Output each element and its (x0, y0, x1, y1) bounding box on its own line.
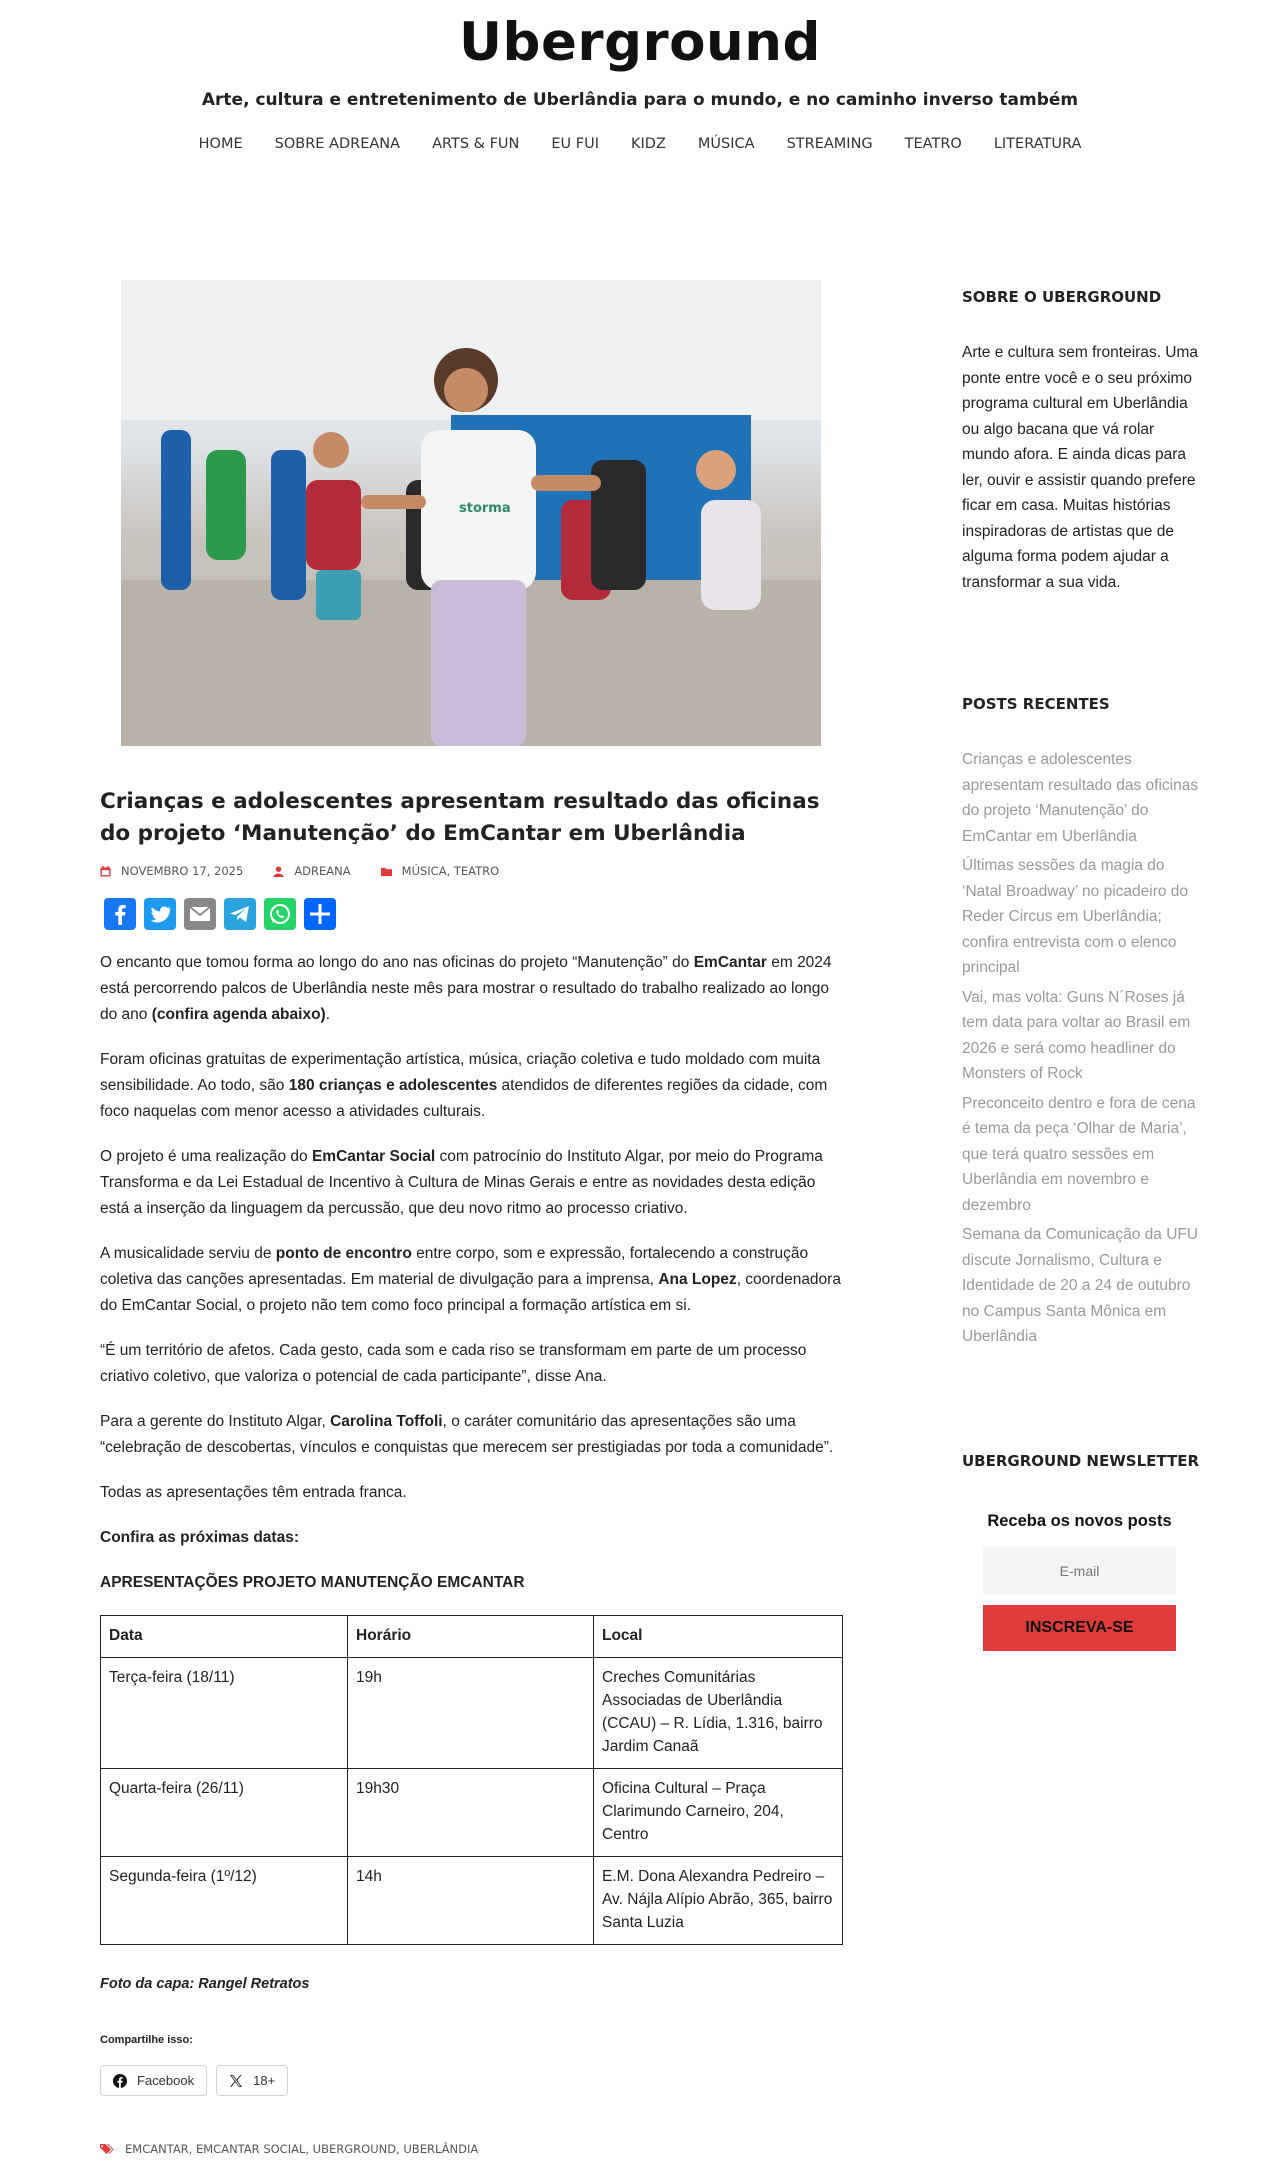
nav-teatro[interactable]: TEATRO (904, 136, 962, 152)
table-header-row (101, 1616, 843, 1658)
schedule-table (100, 1615, 843, 1945)
nav-streaming[interactable]: STREAMING (786, 136, 873, 152)
nav-arts-fun[interactable]: ARTS & FUN (432, 136, 520, 152)
nav-home[interactable]: HOME (198, 136, 243, 152)
table-row (101, 1658, 843, 1769)
x-button[interactable] (216, 2065, 288, 2096)
post-date-link[interactable]: NOVEMBRO 17, 2025 (121, 864, 244, 878)
table-cell: Oficina Cultural – Praça Clarimundo Carneiro, 204, Centro (594, 1769, 843, 1857)
post-categories-link[interactable]: MÚSICA, TEATRO (401, 864, 500, 878)
telegram-share-button[interactable] (224, 898, 256, 930)
schedule-heading: APRESENTAÇÕES PROJETO MANUTENÇÃO EMCANTAR (100, 1574, 525, 1591)
social-share-row (100, 2065, 845, 2096)
site-header (0, 0, 1280, 190)
table-row (101, 1769, 843, 1857)
post-body (100, 950, 845, 2162)
table-header: Data (101, 1616, 348, 1658)
nav-sobre-adreana[interactable]: SOBRE ADREANA (274, 136, 401, 152)
table-row (101, 1857, 843, 1945)
share-label: Compartilhe isso: (100, 2034, 193, 2046)
sidebar (962, 288, 1202, 1651)
share-bar (104, 898, 845, 930)
paragraph-6: Para a gerente do Instituto Algar, Carolina Toffoli, o caráter comunitário das apresentações são uma “celebração de descobertas, vínculos e conquistas que merecem ser prestigiadas por toda a comunidade”. (100, 1413, 834, 1456)
post-title: Crianças e adolescentes apresentam resultado das oficinas do projeto ‘Manutenção’ do EmCantar em Uberlândia (100, 789, 820, 846)
shirt-print-text: storma (459, 501, 511, 516)
tags-icon (100, 2143, 115, 2155)
whatsapp-share-button[interactable] (264, 898, 296, 930)
recent-post-link[interactable]: Crianças e adolescentes apresentam resultado das oficinas do projeto ‘Manutenção’ do EmCantar em Uberlândia (962, 751, 1199, 845)
email-icon (184, 898, 216, 930)
table-cell: Segunda-feira (1º/12) (101, 1857, 348, 1945)
user-icon (273, 866, 284, 877)
subscribe-button[interactable]: INSCREVA-SE (983, 1605, 1176, 1651)
post-author (273, 864, 350, 878)
table-cell: Terça-feira (18/11) (101, 1658, 348, 1769)
recent-post-link[interactable]: Semana da Comunicação da UFU discute Jornalismo, Cultura e Identidade de 20 a 24 de outubro no Campus Santa Mônica em Uberlândia (962, 1226, 1199, 1345)
calendar-icon (100, 866, 111, 877)
paragraph-4: A musicalidade serviu de ponto de encontro entre corpo, som e expressão, fortalecendo a construção coletiva das canções apresentadas. Em material de divulgação para a imprensa, Ana Lopez, coordenadora do EmCantar Social, o projeto não tem como foco principal a formação artística em si. (100, 1245, 841, 1314)
table-header: Local (594, 1616, 843, 1658)
post-content (100, 280, 845, 2162)
table-cell: 19h30 (348, 1769, 594, 1857)
x-button-count: 18+ (253, 2072, 276, 2088)
paragraph-7: Todas as apresentações têm entrada franca. (100, 1484, 407, 1501)
table-cell: Quarta-feira (26/11) (101, 1769, 348, 1857)
post-categories (381, 864, 500, 878)
twitter-icon (144, 898, 176, 930)
facebook-icon (113, 2074, 127, 2088)
post-date (100, 864, 243, 878)
facebook-icon (104, 898, 136, 930)
newsletter-heading: Receba os novos posts (987, 1511, 1172, 1530)
site-tagline: Arte, cultura e entretenimento de Uberlândia para o mundo, e no caminho inverso também (201, 90, 1079, 110)
recent-post-link[interactable]: Últimas sessões da magia do ‘Natal Broadway’ no picadeiro do Reder Circus em Uberlândia; confira entrevista com o elenco principal (962, 857, 1189, 976)
post-meta (100, 864, 845, 878)
hero-illustration (121, 280, 821, 746)
share-icon (304, 898, 336, 930)
twitter-share-button[interactable] (144, 898, 176, 930)
recent-post-link[interactable]: Preconceito dentro e fora de cena é tema da peça ‘Olhar de Maria’, que terá quatro sessões em Uberlândia em novembro e dezembro (962, 1094, 1196, 1214)
paragraph-8: Confira as próximas datas: (100, 1529, 299, 1546)
table-cell: 19h (348, 1658, 594, 1769)
hero-image (121, 280, 821, 746)
recent-post-link[interactable]: Vai, mas volta: Guns N´Roses já tem data para voltar ao Brasil em 2026 e será como headliner do Monsters of Rock (962, 988, 1191, 1082)
table-cell: 14h (348, 1857, 594, 1945)
photo-credit: Foto da capa: Rangel Retratos (100, 1976, 310, 1992)
x-icon (229, 2074, 243, 2088)
email-share-button[interactable] (184, 898, 216, 930)
post-tags (100, 2136, 845, 2162)
paragraph-2: Foram oficinas gratuitas de experimentação artística, música, criação coletiva e tudo moldado com muita sensibilidade. Ao todo, são 180 crianças e adolescentes atendidos de diferentes regiões da cidade, com foco naquelas com menor acesso a atividades culturais. (100, 1051, 828, 1120)
nav-literatura[interactable]: LITERATURA (993, 136, 1082, 152)
post-author-link[interactable]: ADREANA (294, 864, 351, 878)
nav-kidz[interactable]: KIDZ (631, 136, 666, 152)
whatsapp-icon (264, 898, 296, 930)
newsletter-title: UBERGROUND NEWSLETTER (962, 1451, 1199, 1470)
nav-eu-fui[interactable]: EU FUI (551, 136, 600, 152)
table-cell: E.M. Dona Alexandra Pedreiro – Av. Nájla Alípio Abrão, 365, bairro Santa Luzia (594, 1857, 843, 1945)
nav-musica[interactable]: MÚSICA (697, 136, 755, 152)
main-nav (0, 136, 1280, 152)
table-cell: Creches Comunitárias Associadas de Uberlândia (CCAU) – R. Lídia, 1.316, bairro Jardim Canaã (594, 1658, 843, 1769)
folder-icon (381, 866, 392, 877)
facebook-button[interactable] (100, 2065, 207, 2096)
facebook-button-label: Facebook (137, 2072, 195, 2088)
about-widget-text: Arte e cultura sem fronteiras. Uma ponte entre você e o seu próximo programa cultural em Uberlândia ou algo bacana que vá rolar mundo afora. E ainda dicas para ler, ouvir e assistir quando prefere ficar em casa. Muitas histórias inspiradoras de artistas que de alguma forma podem ajudar a transformar a sua vida. (962, 344, 1199, 591)
facebook-share-button[interactable] (104, 898, 136, 930)
paragraph-3: O projeto é uma realização do EmCantar Social com patrocínio do Instituto Algar, por meio do Programa Transforma e da Lei Estadual de Incentivo à Cultura de Minas Gerais e entre as novidades desta edição está a inserção da linguagem da percussão, que deu novo ritmo ao processo criativo. (100, 1148, 823, 1217)
telegram-icon (224, 898, 256, 930)
paragraph-5: “É um território de afetos. Cada gesto, cada som e cada riso se transformam em parte de um processo criativo coletivo, que valoriza o potencial de cada participante”, disse Ana. (100, 1342, 807, 1385)
post-tags-links[interactable]: EMCANTAR, EMCANTAR SOCIAL, UBERGROUND, UBERLÂNDIA (125, 2142, 479, 2156)
newsletter-form (983, 1512, 1176, 1651)
recent-posts-list (962, 747, 1202, 1350)
newsletter-email-input[interactable] (983, 1547, 1176, 1595)
about-widget-title: SOBRE O UBERGROUND (962, 288, 1162, 306)
site-title[interactable]: Uberground (459, 12, 821, 73)
table-header: Horário (348, 1616, 594, 1658)
recent-posts-title: POSTS RECENTES (962, 695, 1110, 713)
paragraph-1: O encanto que tomou forma ao longo do ano nas oficinas do projeto “Manutenção” do EmCantar em 2024 está percorrendo palcos de Uberlândia neste mês para mostrar o resultado do trabalho realizado ao longo do ano (confira agenda abaixo). (100, 954, 832, 1023)
more-share-button[interactable] (304, 898, 336, 930)
